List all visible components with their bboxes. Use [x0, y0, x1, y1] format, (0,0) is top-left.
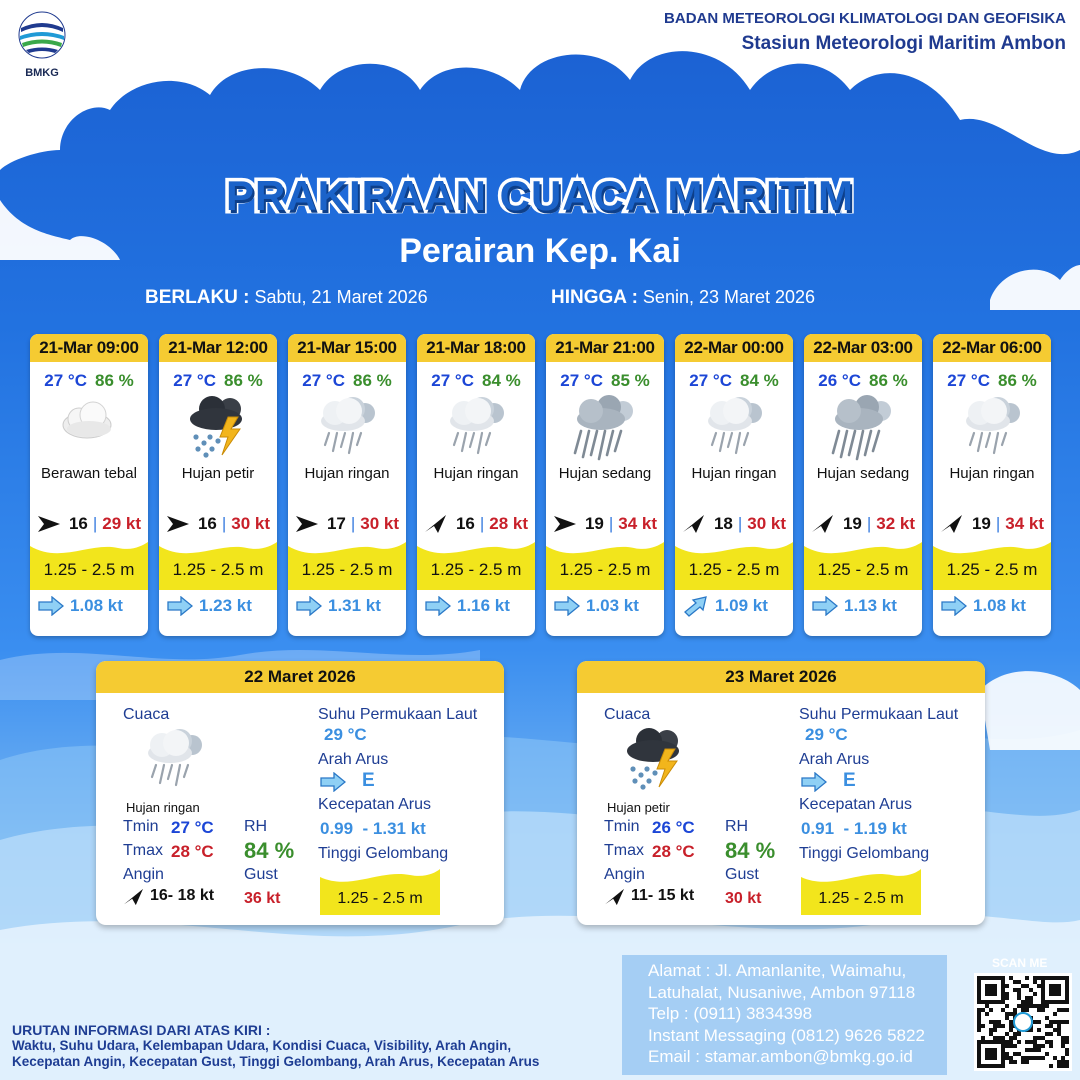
air-temperature: 27 °C — [689, 371, 732, 390]
tmin-value: 26 °C — [652, 818, 695, 837]
until-label: HINGGA : — [551, 287, 638, 308]
current-speed: 1.31 kt — [328, 596, 381, 615]
weather-condition: Hujan ringan — [949, 465, 1035, 482]
wind-direction-icon — [811, 514, 835, 534]
wind-direction-icon — [37, 514, 61, 534]
contact-box — [622, 955, 947, 1075]
sst-label: Suhu Permukaan Laut — [318, 706, 478, 723]
wave-height-band — [933, 540, 1051, 590]
tmax-label: Tmax — [604, 842, 644, 859]
weather-condition: Hujan petir — [181, 465, 255, 482]
tmin-value: 27 °C — [171, 818, 214, 837]
daily-summary-panel — [577, 661, 985, 925]
page-title: PRAKIRAAN CUACA MARITIM — [225, 172, 855, 219]
wind-direction-icon — [166, 514, 190, 534]
forecast-card — [159, 334, 277, 636]
wave-height: 1.25 - 2.5 m — [172, 560, 264, 579]
sst-value: 29 °C — [805, 725, 848, 744]
air-temperature: 27 °C — [431, 371, 474, 390]
summary-weather-icon — [615, 727, 695, 798]
rh-label: RH — [244, 818, 268, 835]
daily-summary-panel — [96, 661, 504, 925]
address-line-1: Alamat : Jl. Amanlanite, Waimahu, — [648, 961, 907, 980]
forecast-card — [933, 334, 1051, 636]
wave-height-band — [546, 540, 664, 590]
air-temperature: 26 °C — [818, 371, 861, 390]
wind-separator: | — [866, 514, 872, 533]
wind-separator: | — [995, 514, 1001, 533]
forecast-time: 21-Mar 15:00 — [288, 334, 406, 362]
current-speed: 1.16 kt — [457, 596, 510, 615]
summary-current-arrow-icon — [801, 772, 827, 792]
forecast-card — [546, 334, 664, 636]
weather-condition: Hujan ringan — [304, 465, 390, 482]
humidity: 84 % — [481, 371, 521, 390]
gust-speed: 29 kt — [102, 514, 142, 533]
wave-height-band — [417, 540, 535, 590]
tmax-value: 28 °C — [171, 842, 214, 861]
wind-direction-icon — [424, 514, 448, 534]
gust-speed: 28 kt — [489, 514, 529, 533]
summary-condition: Hujan ringan — [126, 800, 200, 815]
wind-separator: | — [350, 514, 356, 533]
humidity: 86 % — [94, 371, 134, 390]
summary-wind-arrow-icon — [604, 888, 626, 906]
current-direction-icon — [425, 596, 451, 616]
current-speed-value: 0.99 - 1.31 kt — [320, 819, 426, 838]
wind-speed: 18 — [713, 514, 733, 533]
scan-me-label: SCAN ME — [992, 956, 1048, 970]
wind-direction-icon — [553, 514, 577, 534]
current-speed-value: 0.91 - 1.19 kt — [801, 819, 907, 838]
wave-label: Tinggi Gelombang — [318, 845, 449, 862]
summary-weather-icon — [134, 727, 214, 798]
until-value: Senin, 23 Maret 2026 — [642, 287, 816, 307]
forecast-card — [675, 334, 793, 636]
email-link[interactable]: Email : stamar.ambon@bmkg.go.id — [648, 1047, 913, 1066]
current-speed: 1.09 kt — [715, 596, 768, 615]
gust-value: 30 kt — [725, 890, 762, 907]
tmax-label: Tmax — [123, 842, 163, 859]
forecast-card — [417, 334, 535, 636]
forecast-time: 21-Mar 21:00 — [546, 334, 664, 362]
gust-speed: 30 kt — [747, 514, 787, 533]
light-rain-icon — [288, 395, 406, 461]
current-direction-icon — [554, 596, 580, 616]
weather-condition: Hujan sedang — [558, 465, 652, 482]
rh-value: 84 % — [725, 838, 776, 863]
wind-separator: | — [479, 514, 485, 533]
gust-speed: 34 kt — [618, 514, 658, 533]
thunderstorm-icon — [159, 395, 277, 461]
gust-speed: 34 kt — [1005, 514, 1045, 533]
current-direction-icon — [683, 596, 709, 616]
forecast-card — [288, 334, 406, 636]
humidity: 86 % — [868, 371, 908, 390]
qr-code-icon — [974, 973, 1072, 1071]
logo-text: BMKG — [25, 67, 59, 79]
agency-name: BADAN METEOROLOGI KLIMATOLOGI DAN GEOFISIKA — [664, 10, 1066, 27]
current-speed: 1.08 kt — [70, 596, 123, 615]
weather-condition: Hujan ringan — [433, 465, 519, 482]
current-direction-icon — [941, 596, 967, 616]
gust-label: Gust — [244, 866, 278, 883]
info-legend — [12, 1022, 539, 1070]
current-direction-icon — [167, 596, 193, 616]
air-temperature: 27 °C — [947, 371, 990, 390]
station-name: Stasiun Meteorologi Maritim Ambon — [741, 33, 1066, 54]
wind-direction-icon — [682, 514, 706, 534]
wave-height: 1.25 - 2.5 m — [301, 560, 393, 579]
wave-height: 1.25 - 2.5 m — [559, 560, 651, 579]
weather-condition: Hujan ringan — [691, 465, 777, 482]
wind-speed: 19 — [971, 514, 991, 533]
weather-label: Cuaca — [123, 706, 170, 723]
forecast-time: 21-Mar 18:00 — [417, 334, 535, 362]
current-speed: 1.08 kt — [973, 596, 1026, 615]
wind-speed: 19 — [584, 514, 604, 533]
forecast-card — [30, 334, 148, 636]
rh-label: RH — [725, 818, 749, 835]
light-rain-icon — [675, 395, 793, 461]
bmkg-logo — [14, 10, 70, 79]
current-speed: 1.03 kt — [586, 596, 639, 615]
wave-height: 1.25 - 2.5 m — [946, 560, 1038, 579]
current-dir-value: E — [843, 770, 856, 791]
current-direction-icon — [812, 596, 838, 616]
summary-wind-arrow-icon — [123, 888, 145, 906]
phone: Telp : (0911) 3834398 — [648, 1004, 813, 1023]
wave-value: 1.25 - 2.5 m — [337, 890, 423, 907]
wave-height-band — [675, 540, 793, 590]
gust-label: Gust — [725, 866, 759, 883]
wind-speed: 16 — [197, 514, 217, 533]
forecast-time: 22-Mar 06:00 — [933, 334, 1051, 362]
current-speed: 1.23 kt — [199, 596, 252, 615]
wave-height: 1.25 - 2.5 m — [43, 560, 135, 579]
thunderstorm-icon — [615, 727, 695, 793]
humidity: 86 % — [997, 371, 1037, 390]
instant-messaging: Instant Messaging (0812) 9626 5822 — [648, 1026, 925, 1045]
page-subtitle: Perairan Kep. Kai — [399, 232, 681, 270]
weather-condition: Hujan sedang — [816, 465, 910, 482]
valid-until — [551, 287, 815, 309]
moderate-rain-icon — [546, 395, 664, 461]
address-line-2: Latuhalat, Nusaniwe, Ambon 97118 — [648, 983, 916, 1002]
weather-label: Cuaca — [604, 706, 651, 723]
wind-speed: 16 — [68, 514, 88, 533]
current-direction-icon — [296, 596, 322, 616]
forecast-time: 21-Mar 12:00 — [159, 334, 277, 362]
current-dir-label: Arah Arus — [318, 751, 389, 768]
tmin-label: Tmin — [123, 818, 159, 835]
valid-value: Sabtu, 21 Maret 2026 — [254, 287, 428, 307]
wind-label: Angin — [604, 866, 645, 883]
current-direction-icon — [38, 596, 64, 616]
forecast-time: 22-Mar 03:00 — [804, 334, 922, 362]
tmax-value: 28 °C — [652, 842, 695, 861]
rh-value: 84 % — [244, 838, 295, 863]
sst-value: 29 °C — [324, 725, 367, 744]
valid-from — [145, 287, 428, 309]
wind-separator: | — [737, 514, 743, 533]
current-speed-label: Kecepatan Arus — [318, 796, 431, 813]
agency-block — [664, 10, 1066, 55]
wind-separator: | — [608, 514, 614, 533]
bmkg-logo-icon — [17, 10, 67, 60]
summary-date: 23 Maret 2026 — [577, 661, 985, 693]
wind-separator: | — [92, 514, 98, 533]
light-rain-icon — [933, 395, 1051, 461]
humidity: 85 % — [610, 371, 650, 390]
wind-label: Angin — [123, 866, 164, 883]
air-temperature: 27 °C — [44, 371, 87, 390]
wind-speed: 17 — [326, 514, 346, 533]
summary-condition: Hujan petir — [607, 800, 670, 815]
wind-value: 16- 18 kt — [150, 887, 215, 904]
wave-height-band — [804, 540, 922, 590]
current-dir-label: Arah Arus — [799, 751, 870, 768]
wave-height: 1.25 - 2.5 m — [817, 560, 909, 579]
wave-height: 1.25 - 2.5 m — [430, 560, 522, 579]
wind-separator: | — [221, 514, 227, 533]
summary-current-arrow-icon — [320, 772, 346, 792]
light-rain-icon — [134, 727, 214, 793]
gust-speed: 30 kt — [360, 514, 400, 533]
moderate-rain-icon — [804, 395, 922, 461]
wind-direction-icon — [940, 514, 964, 534]
wind-speed: 19 — [842, 514, 862, 533]
weather-condition: Berawan tebal — [41, 465, 137, 482]
qr-code[interactable] — [974, 973, 1072, 1071]
wind-speed: 16 — [455, 514, 475, 533]
air-temperature: 27 °C — [560, 371, 603, 390]
light-rain-icon — [417, 395, 535, 461]
humidity: 84 % — [739, 371, 779, 390]
wave-label: Tinggi Gelombang — [799, 845, 930, 862]
wave-height-band — [288, 540, 406, 590]
forecast-time: 22-Mar 00:00 — [675, 334, 793, 362]
air-temperature: 27 °C — [173, 371, 216, 390]
tmin-label: Tmin — [604, 818, 640, 835]
humidity: 86 % — [223, 371, 263, 390]
wave-height: 1.25 - 2.5 m — [688, 560, 780, 579]
current-speed-label: Kecepatan Arus — [799, 796, 912, 813]
wave-height-band — [159, 540, 277, 590]
wave-height-band — [30, 540, 148, 590]
forecast-card — [804, 334, 922, 636]
gust-speed: 30 kt — [231, 514, 271, 533]
valid-label: BERLAKU : — [145, 287, 250, 308]
current-dir-value: E — [362, 770, 375, 791]
wind-value: 11- 15 kt — [631, 887, 695, 904]
info-line-2: Kecepatan Angin, Kecepatan Gust, Tinggi Gelombang, Arah Arus, Kecepatan Arus — [12, 1054, 540, 1069]
info-title: URUTAN INFORMASI DARI ATAS KIRI : — [12, 1022, 271, 1038]
cloudy-icon — [30, 395, 148, 461]
gust-value: 36 kt — [244, 890, 281, 907]
info-line-1: Waktu, Suhu Udara, Kelembapan Udara, Kondisi Cuaca, Visibility, Arah Angin, — [12, 1038, 512, 1053]
humidity: 86 % — [352, 371, 392, 390]
sst-label: Suhu Permukaan Laut — [799, 706, 959, 723]
forecast-time: 21-Mar 09:00 — [30, 334, 148, 362]
gust-speed: 32 kt — [876, 514, 916, 533]
summary-date: 22 Maret 2026 — [96, 661, 504, 693]
wave-value: 1.25 - 2.5 m — [818, 890, 904, 907]
air-temperature: 27 °C — [302, 371, 345, 390]
wind-direction-icon — [295, 514, 319, 534]
current-speed: 1.13 kt — [844, 596, 897, 615]
